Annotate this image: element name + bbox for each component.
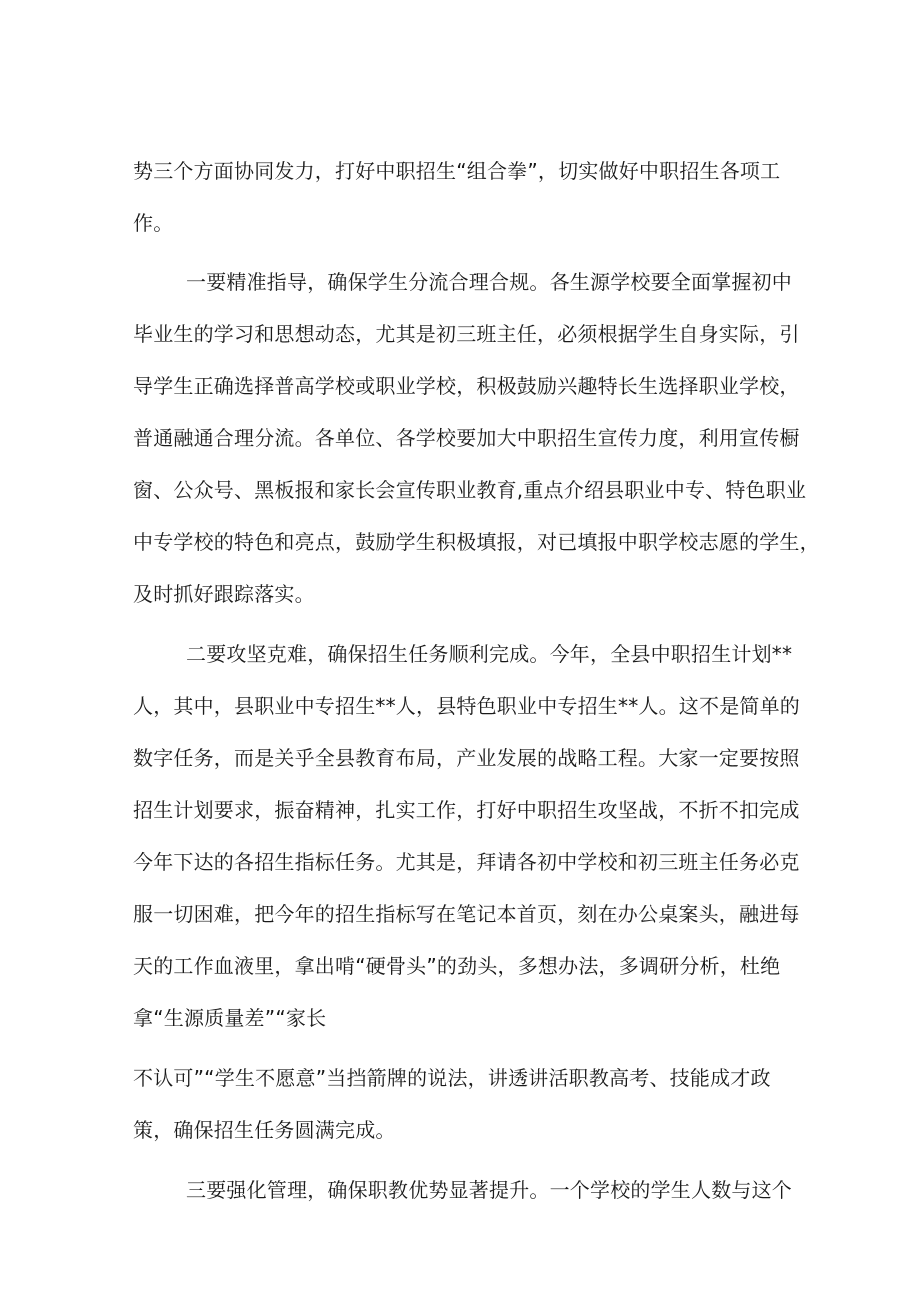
text-line: 不认可”“学生不愿意”当挡箭牌的说法，讲透讲活职教高考、技能成才政 — [133, 1066, 771, 1090]
paragraph-first-line: 一要精准指导，确保学生分流合理合规。各生源学校要全面掌握初中 — [186, 270, 792, 294]
paragraph-first-line: 二要攻坚克难，确保招生任务顺利完成。今年，全县中职招生计划** — [186, 642, 793, 666]
text-line: 天的工作血液里，拿出啃“硬骨头”的劲头，多想办法，多调研分析，杜绝 — [133, 954, 781, 978]
text-line: 今年下达的各招生指标任务。尤其是，拜请各初中学校和初三班主任务必克 — [133, 850, 800, 874]
text-line: 势三个方面协同发力，打好中职招生“组合拳”，切实做好中职招生各项工 — [133, 159, 781, 183]
text-line: 数字任务，而是关乎全县教育布局，产业发展的战略工程。大家一定要按照 — [133, 746, 800, 770]
text-line: 导学生正确选择普高学校或职业学校，积极鼓励兴趣特长生选择职业学校， — [133, 374, 800, 398]
text-line: 服一切困难，把今年的招生指标写在笔记本首页，刻在办公桌案头，融进每 — [133, 902, 800, 926]
text-line: 招生计划要求，振奋精神，扎实工作，打好中职招生攻坚战，不折不扣完成 — [133, 798, 800, 822]
text-line: 毕业生的学习和思想动态，尤其是初三班主任，必须根据学生自身实际，引 — [133, 322, 800, 346]
text-line: 普通融通合理分流。各单位、各学校要加大中职招生宣传力度，利用宣传橱 — [133, 426, 800, 450]
text-line: 作。 — [133, 211, 174, 235]
text-line: 窗、公众号、黑板报和家长会宣传职业教育,重点介绍县职业中专、特色职业 — [133, 478, 807, 502]
text-line: 人，其中，县职业中专招生**人，县特色职业中专招生**人。这不是简单的 — [133, 694, 800, 718]
paragraph-first-line: 三要强化管理，确保职教优势显著提升。一个学校的学生人数与这个 — [186, 1178, 792, 1202]
text-line: 中专学校的特色和亮点，鼓励学生积极填报，对已填报中职学校志愿的学生， — [133, 530, 820, 554]
text-line: 策，确保招生任务圆满完成。 — [133, 1118, 396, 1142]
text-line: 及时抓好跟踪落实。 — [133, 582, 315, 606]
text-line: 拿“生源质量差”“家长 — [133, 1006, 327, 1030]
